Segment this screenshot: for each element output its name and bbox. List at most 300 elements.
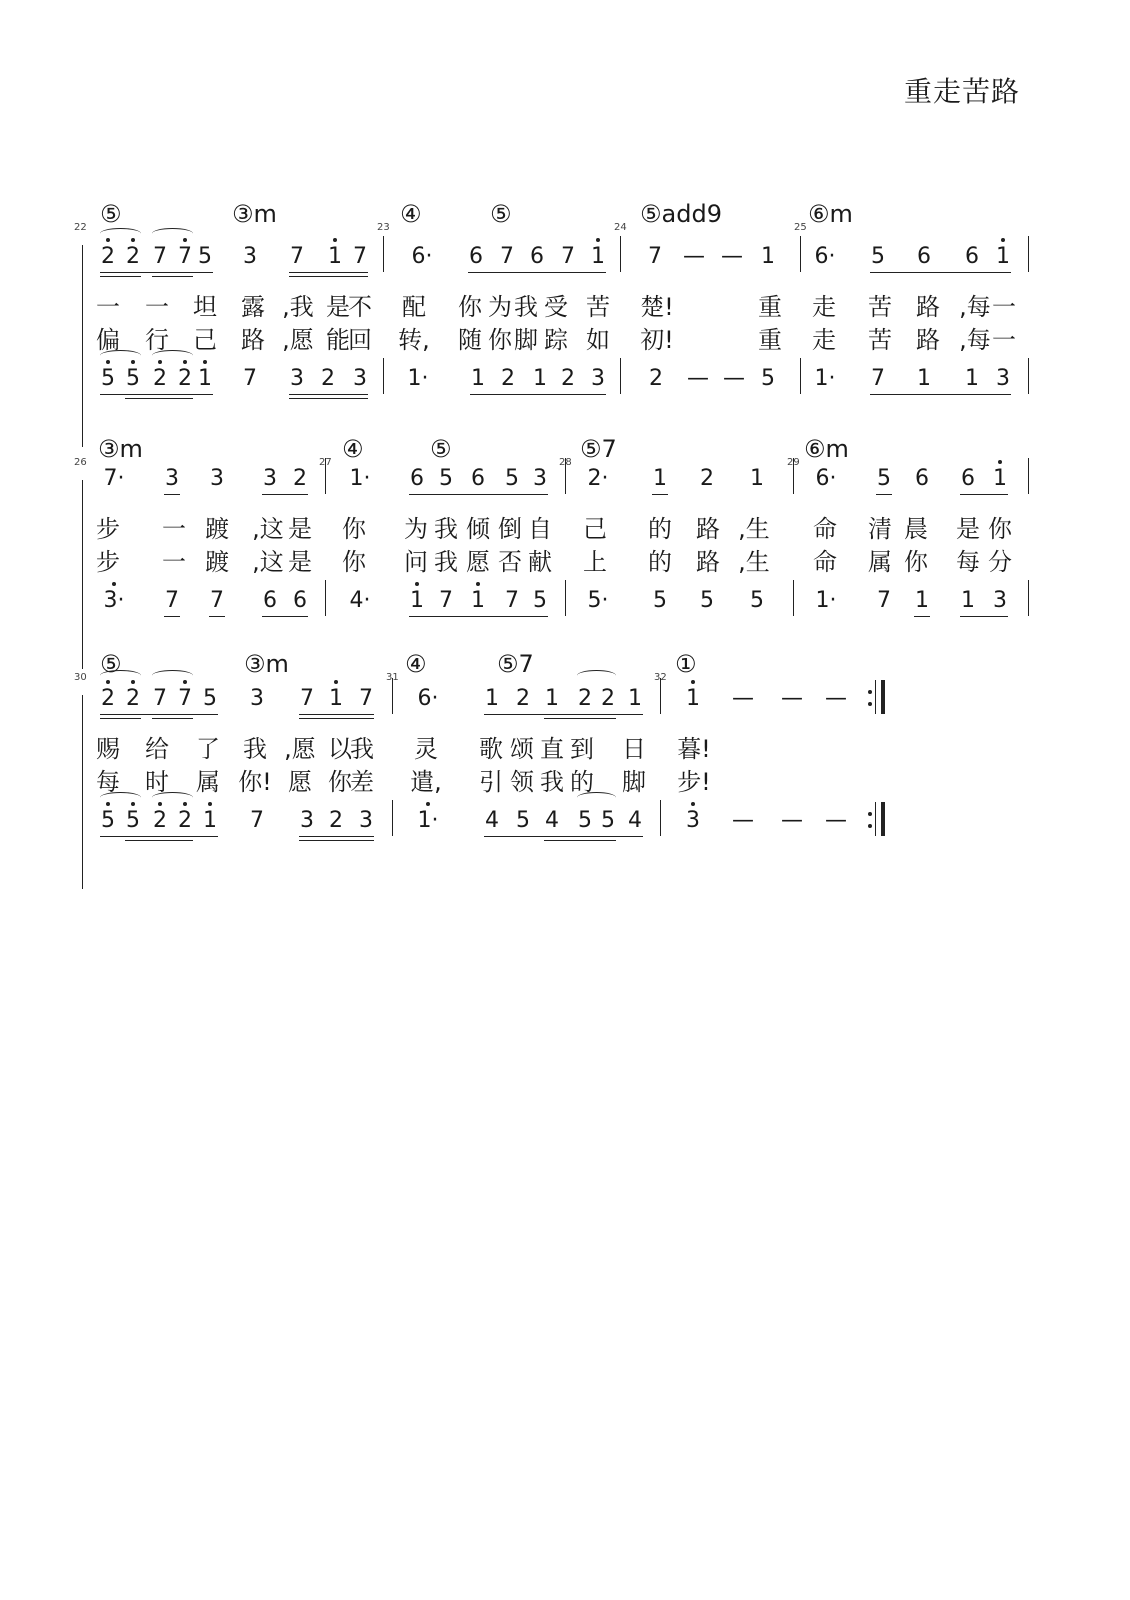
beam-underline-double xyxy=(152,718,193,719)
barline xyxy=(565,580,566,616)
chord-symbol: ① xyxy=(675,650,697,678)
lyric-verse-2: 遣, xyxy=(410,768,442,796)
lower-note: 4 xyxy=(628,808,642,833)
lyric-verse-1: ,我 xyxy=(282,293,314,321)
lyric-verse-1: 走 xyxy=(812,293,836,321)
lyric-verse-2: 一 xyxy=(992,326,1016,354)
lower-note: 5 xyxy=(601,808,615,833)
slur xyxy=(152,792,193,803)
lyric-verse-1: 赐 xyxy=(96,735,120,763)
lyric-verse-2: 路 xyxy=(696,548,720,576)
lyric-verse-1: ,生 xyxy=(738,515,770,543)
upper-note: 2 xyxy=(293,466,307,491)
barline xyxy=(392,800,393,836)
beam-underline xyxy=(484,836,643,837)
measure-number: 25 xyxy=(794,222,807,233)
lyric-verse-2: 的 xyxy=(570,768,594,796)
octave-dot-high xyxy=(112,582,116,586)
lower-note: 1 xyxy=(965,366,979,391)
upper-note: 2 xyxy=(126,686,140,711)
lyric-verse-1: 到 xyxy=(570,735,594,763)
barline xyxy=(1028,236,1029,272)
lyric-verse-1: 路 xyxy=(696,515,720,543)
beam-underline xyxy=(209,616,225,617)
upper-note: 2 xyxy=(700,466,714,491)
lyric-verse-1: ,这 xyxy=(252,515,284,543)
lyric-verse-1: 楚! xyxy=(640,293,674,321)
upper-note: 5 xyxy=(505,466,519,491)
lower-note: 1 xyxy=(203,808,217,833)
octave-dot-high xyxy=(334,680,338,684)
upper-note: 7 xyxy=(300,686,314,711)
lyric-verse-2: 问 xyxy=(404,548,428,576)
upper-note: 6 xyxy=(915,466,929,491)
lyric-verse-2: 步! xyxy=(677,768,711,796)
lyric-verse-1: 灵 xyxy=(414,735,438,763)
lyric-verse-1: 为 xyxy=(488,293,512,321)
lower-note: 2 xyxy=(178,808,192,833)
beam-underline xyxy=(164,616,180,617)
repeat-dot xyxy=(868,824,872,828)
upper-note: 7 xyxy=(648,244,662,269)
lyric-verse-2: 如 xyxy=(586,326,610,354)
lyric-verse-2: 我 xyxy=(540,768,564,796)
lower-note: 6 xyxy=(263,588,277,613)
lyric-verse-1: 一 xyxy=(96,293,120,321)
repeat-end-thin-line xyxy=(875,680,876,714)
upper-note: 7 xyxy=(178,686,192,711)
beam-underline xyxy=(484,714,643,715)
upper-note: 2 xyxy=(101,686,115,711)
lower-note: 7 xyxy=(877,588,891,613)
repeat-end-thick-line xyxy=(881,680,885,714)
lyric-verse-1: 一 xyxy=(145,293,169,321)
chord-symbol: ⑤ xyxy=(490,200,512,228)
upper-note: 3 xyxy=(243,244,257,269)
lower-note: 2 xyxy=(561,366,575,391)
chord-symbol: ③m xyxy=(98,435,143,463)
slur xyxy=(152,670,193,681)
lyric-verse-2: 否 xyxy=(498,548,522,576)
upper-note: 1· xyxy=(349,466,371,491)
lower-note: 2 xyxy=(153,808,167,833)
lower-note: 5 xyxy=(101,808,115,833)
lower-note: 5 xyxy=(533,588,547,613)
lyric-verse-2: 路 xyxy=(241,326,265,354)
barline xyxy=(793,458,794,494)
beam-underline-double xyxy=(125,840,193,841)
lower-note: 1 xyxy=(471,588,485,613)
upper-note: 3 xyxy=(533,466,547,491)
chord-symbol: ⑤ xyxy=(100,200,122,228)
lower-note: 6 xyxy=(293,588,307,613)
staff-start-line xyxy=(82,695,83,889)
lyric-verse-2: 初! xyxy=(640,326,674,354)
upper-note: 5 xyxy=(198,244,212,269)
upper-note: 1 xyxy=(750,466,764,491)
staff-start-line xyxy=(82,480,83,669)
lyric-verse-1: 自 xyxy=(528,515,552,543)
slur xyxy=(152,228,193,239)
lyric-verse-2: 愿 xyxy=(288,768,312,796)
lower-note: 5 xyxy=(578,808,592,833)
beam-underline xyxy=(914,616,930,617)
lyric-verse-1: 一 xyxy=(162,515,186,543)
measure-number: 31 xyxy=(386,672,399,683)
barline xyxy=(392,678,393,714)
lyric-verse-1: 是 xyxy=(326,293,350,321)
barline xyxy=(325,580,326,616)
chord-symbol: ③m xyxy=(232,200,277,228)
octave-dot-high xyxy=(998,460,1002,464)
beam-underline-double xyxy=(544,840,616,841)
upper-note: 1 xyxy=(996,244,1010,269)
lyric-verse-1: 我 xyxy=(514,293,538,321)
barline xyxy=(620,236,621,272)
lyric-verse-1: 日 xyxy=(622,735,646,763)
upper-note: 1 xyxy=(628,686,642,711)
lyric-verse-2: ,生 xyxy=(738,548,770,576)
barline xyxy=(1028,458,1029,494)
slur xyxy=(100,670,141,681)
measure-number: 29 xyxy=(787,457,800,468)
lyric-verse-2: 你 xyxy=(342,548,366,576)
upper-note: 7· xyxy=(103,466,125,491)
slur xyxy=(100,350,141,361)
barline xyxy=(793,580,794,616)
upper-note: 7 xyxy=(359,686,373,711)
upper-note: 7 xyxy=(561,244,575,269)
lyric-verse-1: 颂 xyxy=(510,735,534,763)
upper-note: 1 xyxy=(545,686,559,711)
beam-underline xyxy=(262,616,308,617)
lower-note: 5 xyxy=(126,366,140,391)
lower-note: 2 xyxy=(178,366,192,391)
lower-note: 3 xyxy=(591,366,605,391)
lyric-verse-2: 愿 xyxy=(466,548,490,576)
lyric-verse-2: 重 xyxy=(758,326,782,354)
lower-note: 7 xyxy=(439,588,453,613)
lower-note: 7 xyxy=(243,366,257,391)
lyric-verse-2: 命 xyxy=(813,548,837,576)
beam-underline-double xyxy=(100,276,141,277)
lyric-verse-2: 己 xyxy=(193,326,217,354)
lower-note: 3 xyxy=(300,808,314,833)
beam-underline xyxy=(652,494,668,495)
upper-note: — xyxy=(721,244,743,269)
upper-note: 7 xyxy=(353,244,367,269)
slur xyxy=(100,228,141,239)
chord-symbol: ⑤ xyxy=(100,650,122,678)
octave-dot-high xyxy=(691,680,695,684)
chord-symbol: ⑤7 xyxy=(580,435,617,463)
slur xyxy=(577,792,616,803)
lyric-verse-1: 的 xyxy=(648,515,672,543)
upper-note: 3 xyxy=(250,686,264,711)
lyric-verse-1: 你 xyxy=(342,515,366,543)
lyric-verse-1: ,每 xyxy=(959,293,991,321)
upper-note: 1 xyxy=(591,244,605,269)
upper-note: 1 xyxy=(653,466,667,491)
lyric-verse-2: 步 xyxy=(96,548,120,576)
upper-note: 5 xyxy=(877,466,891,491)
beam-underline xyxy=(409,494,548,495)
lyric-verse-2: 随 xyxy=(458,326,482,354)
lower-note: 2 xyxy=(329,808,343,833)
lyric-verse-1: 你 xyxy=(988,515,1012,543)
upper-note: 3 xyxy=(263,466,277,491)
lower-note: 1 xyxy=(917,366,931,391)
repeat-dot xyxy=(868,690,872,694)
measure-number: 24 xyxy=(614,222,627,233)
measure-number: 22 xyxy=(74,222,87,233)
measure-number: 32 xyxy=(654,672,667,683)
lyric-verse-1: 配 xyxy=(402,293,426,321)
lyric-verse-2: 能 xyxy=(326,326,350,354)
lower-note: 3 xyxy=(993,588,1007,613)
beam-underline xyxy=(876,494,892,495)
beam-underline xyxy=(100,394,213,395)
lyric-verse-2: 行 xyxy=(145,326,169,354)
lower-note: 7 xyxy=(165,588,179,613)
upper-note: 5 xyxy=(203,686,217,711)
lower-note: 5 xyxy=(653,588,667,613)
lower-note: — xyxy=(687,366,709,391)
lower-note: 3· xyxy=(103,588,125,613)
upper-note: 6 xyxy=(410,466,424,491)
chord-symbol: ④ xyxy=(342,435,364,463)
beam-underline-double xyxy=(299,718,374,719)
lyric-verse-2: 偏 xyxy=(96,326,120,354)
lyric-verse-1: 露 xyxy=(241,293,265,321)
beam-underline xyxy=(299,836,374,837)
lower-note: 2 xyxy=(649,366,663,391)
upper-note: 7 xyxy=(178,244,192,269)
lyric-verse-2: 时 xyxy=(145,768,169,796)
lyric-verse-1: 苦 xyxy=(586,293,610,321)
upper-note: 3 xyxy=(165,466,179,491)
lower-note: 1 xyxy=(961,588,975,613)
octave-dot-high xyxy=(691,802,695,806)
lyric-verse-1: ,愿 xyxy=(284,735,316,763)
page-title: 重走苦路 xyxy=(903,75,1020,108)
barline xyxy=(660,800,661,836)
upper-note: 5 xyxy=(871,244,885,269)
upper-note: 2 xyxy=(516,686,530,711)
upper-note: 5 xyxy=(439,466,453,491)
beam-underline xyxy=(870,394,1011,395)
barline xyxy=(1028,358,1029,394)
lower-note: 4 xyxy=(545,808,559,833)
octave-dot-high xyxy=(1001,238,1005,242)
lyric-verse-2: 你! xyxy=(238,768,272,796)
beam-underline xyxy=(100,272,213,273)
repeat-dot xyxy=(868,812,872,816)
lyric-verse-2: 上 xyxy=(583,548,607,576)
lyric-verse-1: 踱 xyxy=(205,515,229,543)
beam-underline-double xyxy=(152,276,193,277)
beam-underline xyxy=(470,394,606,395)
lower-note: 4 xyxy=(485,808,499,833)
upper-note: 2 xyxy=(601,686,615,711)
lower-note: 5 xyxy=(761,366,775,391)
lower-note: 1 xyxy=(410,588,424,613)
lower-note: 1 xyxy=(471,366,485,391)
lower-note: 7 xyxy=(505,588,519,613)
lyric-verse-1: 你 xyxy=(458,293,482,321)
upper-note: 7 xyxy=(153,244,167,269)
lyric-verse-1: 给 xyxy=(145,735,169,763)
lyric-verse-2: 踪 xyxy=(544,326,568,354)
chord-symbol: ⑤7 xyxy=(497,650,534,678)
lyric-verse-1: 以 xyxy=(328,735,352,763)
upper-note: 6· xyxy=(814,244,836,269)
lyric-verse-1: 命 xyxy=(813,515,837,543)
lyric-verse-2: 你 xyxy=(488,326,512,354)
octave-dot-high xyxy=(415,582,419,586)
upper-note: 7 xyxy=(500,244,514,269)
upper-note: 6· xyxy=(815,466,837,491)
upper-note: 6 xyxy=(471,466,485,491)
barline xyxy=(660,678,661,714)
repeat-end-thin-line xyxy=(875,802,876,836)
upper-note: 7 xyxy=(153,686,167,711)
lower-note: 1· xyxy=(407,366,429,391)
lyric-verse-2: 你 xyxy=(904,548,928,576)
beam-underline xyxy=(468,272,606,273)
octave-dot-high xyxy=(208,802,212,806)
chord-symbol: ⑥m xyxy=(804,435,849,463)
lyric-verse-1: 清 xyxy=(868,515,892,543)
lyric-verse-2: 每 xyxy=(96,768,120,796)
lyric-verse-2: 脚 xyxy=(622,768,646,796)
lyric-verse-2: 脚 xyxy=(514,326,538,354)
lower-note: 5 xyxy=(516,808,530,833)
beam-underline xyxy=(870,272,1011,273)
upper-note: 1 xyxy=(329,686,343,711)
upper-note: 6· xyxy=(411,244,433,269)
lyric-verse-1: 晨 xyxy=(904,515,928,543)
upper-note: 1 xyxy=(485,686,499,711)
barline xyxy=(325,458,326,494)
chord-symbol: ④ xyxy=(405,650,427,678)
lyric-verse-2: 领 xyxy=(510,768,534,796)
chord-symbol: ④ xyxy=(400,200,422,228)
octave-dot-high xyxy=(426,802,430,806)
lower-note: 3 xyxy=(290,366,304,391)
repeat-dot xyxy=(868,702,872,706)
beam-underline xyxy=(409,616,548,617)
barline xyxy=(565,458,566,494)
lyric-verse-1: 了 xyxy=(196,735,220,763)
beam-underline-double xyxy=(100,718,141,719)
lyric-verse-2: 苦 xyxy=(868,326,892,354)
slur xyxy=(577,670,616,681)
chord-symbol: ③m xyxy=(244,650,289,678)
lyric-verse-2: 属 xyxy=(868,548,892,576)
chord-symbol: ⑥m xyxy=(808,200,853,228)
lyric-verse-1: 受 xyxy=(544,293,568,321)
beam-underline xyxy=(100,836,218,837)
repeat-end-thick-line xyxy=(881,802,885,836)
upper-note: 7 xyxy=(290,244,304,269)
lyric-verse-2: 踱 xyxy=(205,548,229,576)
lower-note: 1· xyxy=(417,808,439,833)
lyric-verse-2: 是 xyxy=(288,548,312,576)
lyric-verse-1: 不 xyxy=(348,293,372,321)
lyric-verse-2: 我 xyxy=(434,548,458,576)
octave-dot-high xyxy=(333,238,337,242)
lower-note: 5 xyxy=(750,588,764,613)
measure-number: 23 xyxy=(377,222,390,233)
lyric-verse-1: 直 xyxy=(540,735,564,763)
beam-underline xyxy=(299,714,374,715)
lyric-verse-1: 是 xyxy=(956,515,980,543)
upper-note: 6 xyxy=(961,466,975,491)
lyric-verse-2: 差 xyxy=(350,768,374,796)
beam-underline xyxy=(164,494,180,495)
lyric-verse-1: 己 xyxy=(583,515,607,543)
upper-note: 6 xyxy=(530,244,544,269)
lower-note: 3 xyxy=(996,366,1010,391)
measure-number: 26 xyxy=(74,457,87,468)
lower-note: 2 xyxy=(321,366,335,391)
barline xyxy=(1028,580,1029,616)
upper-note: — xyxy=(683,244,705,269)
beam-underline xyxy=(289,272,368,273)
upper-note: — xyxy=(781,686,803,711)
barline xyxy=(383,236,384,272)
lyric-verse-2: 一 xyxy=(162,548,186,576)
lower-note: 7 xyxy=(871,366,885,391)
lyric-verse-2: ,愿 xyxy=(282,326,314,354)
upper-note: 6 xyxy=(917,244,931,269)
lyric-verse-2: 路 xyxy=(916,326,940,354)
beam-underline-double xyxy=(299,840,374,841)
lyric-verse-1: 为 xyxy=(404,515,428,543)
lower-note: 2 xyxy=(153,366,167,391)
upper-note: 2 xyxy=(101,244,115,269)
beam-underline xyxy=(262,494,308,495)
lower-note: — xyxy=(825,808,847,833)
lyric-verse-1: 我 xyxy=(434,515,458,543)
measure-number: 30 xyxy=(74,672,87,683)
beam-underline xyxy=(289,394,368,395)
lyric-verse-2: 走 xyxy=(812,326,836,354)
lower-note: 1 xyxy=(198,366,212,391)
lower-note: 5 xyxy=(700,588,714,613)
lyric-verse-2: 献 xyxy=(528,548,552,576)
lower-note: 1 xyxy=(915,588,929,613)
measure-number: 28 xyxy=(559,457,572,468)
upper-note: 1 xyxy=(328,244,342,269)
upper-note: 6 xyxy=(469,244,483,269)
lyric-verse-2: 的 xyxy=(648,548,672,576)
staff-start-line xyxy=(82,245,83,447)
lower-note: 7 xyxy=(250,808,264,833)
upper-note: — xyxy=(732,686,754,711)
octave-dot-high xyxy=(596,238,600,242)
lyric-verse-2: 回 xyxy=(348,326,372,354)
lower-note: 3 xyxy=(686,808,700,833)
lyric-verse-1: 重 xyxy=(758,293,782,321)
chord-symbol: ⑤ xyxy=(430,435,452,463)
lower-note: 1· xyxy=(814,366,836,391)
lyric-verse-1: 倾 xyxy=(466,515,490,543)
barline xyxy=(800,358,801,394)
upper-note: 2· xyxy=(587,466,609,491)
barline xyxy=(800,236,801,272)
